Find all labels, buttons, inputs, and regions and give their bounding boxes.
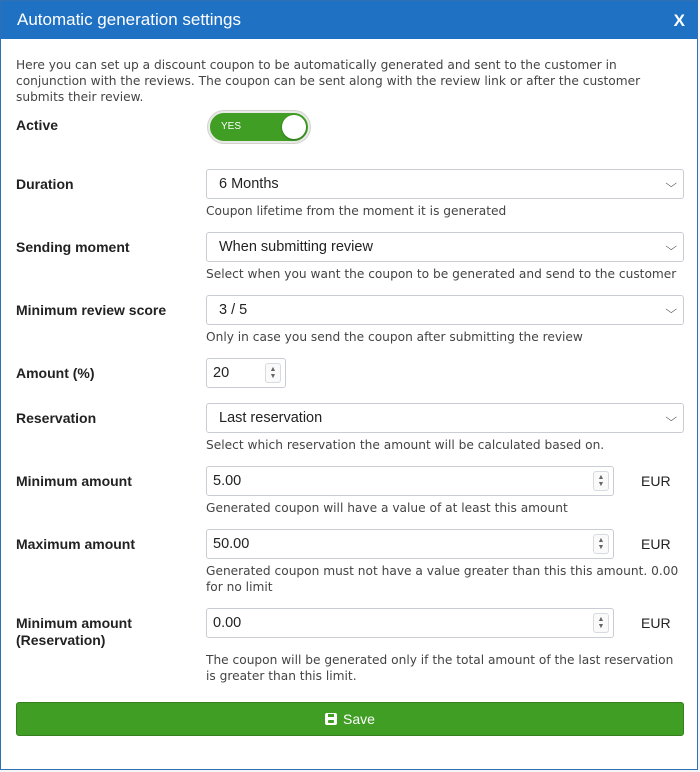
dialog-titlebar: [1, 1, 697, 39]
min-amount-label: Minimum amount: [16, 473, 132, 489]
min-amount-res-label: [16, 615, 132, 649]
min-amount-input[interactable]: [206, 466, 614, 496]
duration-label: Duration: [16, 176, 74, 192]
amount-pct-label: Amount (%): [16, 365, 95, 381]
duration-value: 6 Months: [219, 176, 279, 192]
reservation-select[interactable]: [206, 403, 684, 433]
toggle-knob[interactable]: [282, 115, 306, 139]
close-button[interactable]: X: [673, 11, 685, 30]
intro-text: Here you can set up a discount coupon to be automatically generated and sent to the customer in conjunction with the reviews. The coupon can be sent along with the review link or after the customer submits their review.: [16, 58, 641, 104]
min-amount-res-value: 0.00: [213, 615, 242, 631]
max-amount-input[interactable]: [206, 529, 614, 559]
min-review-score-label: Minimum review score: [16, 302, 167, 318]
active-label: Active: [16, 117, 59, 133]
min-amount-res-help: The coupon will be generated only if the total amount of the last reservation is greater than this limit.: [206, 653, 674, 683]
min-review-score-value: 3 / 5: [219, 302, 248, 318]
floppy-disk-icon: [325, 713, 337, 725]
chevron-down-icon: ⌵: [664, 411, 677, 424]
save-label: Save: [343, 711, 375, 727]
reservation-value: Last reservation: [219, 410, 323, 426]
reservation-help: Select which reservation the amount will be calculated based on.: [206, 438, 605, 452]
chevron-down-icon: ⌵: [664, 303, 677, 316]
max-amount-value: 50.00: [213, 536, 250, 552]
duration-select[interactable]: [206, 169, 684, 199]
dialog-title: Automatic generation settings: [17, 10, 241, 29]
min-amount-res-unit: EUR: [641, 615, 671, 631]
amount-pct-value: 20: [213, 365, 230, 381]
sending-moment-value: When submitting review: [219, 239, 373, 255]
duration-help: Coupon lifetime from the moment it is generated: [206, 204, 507, 218]
max-amount-unit: EUR: [641, 536, 671, 552]
sending-moment-help: Select when you want the coupon to be generated and send to the customer: [206, 267, 677, 281]
sending-moment-label: Sending moment: [16, 239, 130, 255]
toggle-yes-text: YES: [221, 121, 242, 132]
min-amount-help: Generated coupon will have a value of at least this amount: [206, 501, 568, 515]
spinner-icon[interactable]: ▲ ▼: [593, 471, 609, 491]
spinner-icon[interactable]: ▲ ▼: [265, 363, 281, 383]
save-button[interactable]: [16, 702, 684, 736]
chevron-down-icon: ⌵: [664, 240, 677, 253]
min-amount-res-input[interactable]: [206, 608, 614, 638]
dialog-content: [1, 57, 697, 105]
spinner-icon[interactable]: ▲ ▼: [593, 613, 609, 633]
sending-moment-select[interactable]: [206, 232, 684, 262]
spinner-icon[interactable]: ▲ ▼: [593, 534, 609, 554]
min-amount-value: 5.00: [213, 473, 242, 489]
active-toggle[interactable]: [208, 111, 310, 143]
active-toggle-wrap: [208, 111, 310, 143]
max-amount-label: Maximum amount: [16, 536, 136, 552]
amount-pct-input[interactable]: [206, 358, 286, 388]
max-amount-help: Generated coupon must not have a value greater than this this amount. 0.00 for no limit: [206, 564, 679, 594]
min-amount-res-label-line1: Minimum amount: [16, 615, 132, 631]
reservation-label: Reservation: [16, 410, 97, 426]
min-amount-res-label-line2: (Reservation): [16, 632, 106, 648]
min-review-score-help: Only in case you send the coupon after submitting the review: [206, 330, 583, 344]
chevron-down-icon: ⌵: [664, 177, 677, 190]
min-review-score-select[interactable]: [206, 295, 684, 325]
min-amount-unit: EUR: [641, 473, 671, 489]
